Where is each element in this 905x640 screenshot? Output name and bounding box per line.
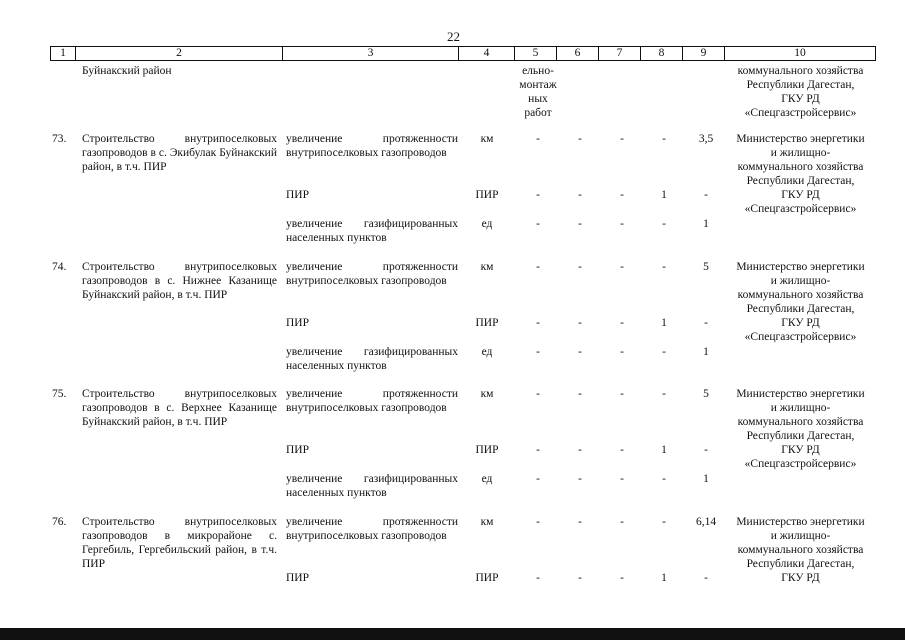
indicator-unit: км (480, 133, 494, 145)
column-header-row (50, 46, 876, 61)
indicator-value-c7: - (620, 444, 624, 456)
indicator-value-c9: 1 (703, 218, 709, 230)
indicator-unit: ПИР (475, 317, 499, 329)
row-number: 76. (52, 516, 67, 528)
indicator-value-c5: - (536, 516, 540, 528)
scan-border-bottom (0, 628, 905, 640)
indicator-value-c5: - (536, 346, 540, 358)
indicator-unit: км (480, 261, 494, 273)
indicator-value-c6: - (578, 317, 582, 329)
column-number-8: 8 (641, 47, 683, 61)
indicator-unit: ПИР (475, 572, 499, 584)
indicator-text: увеличение газифицированных населенных пунктов (286, 473, 458, 499)
indicator-value-c8: - (662, 388, 666, 400)
indicator-value-c8: - (662, 346, 666, 358)
object-name: Строительство внутрипоселковых газопроводов в микрорайоне с. Гергебиль, Гергебильский район, в т.ч. ПИР (82, 516, 277, 570)
indicator-unit: км (480, 388, 494, 400)
indicator-value-c8: 1 (661, 572, 667, 584)
indicator-value-c8: - (662, 261, 666, 273)
carryover-district: Буйнакский район (82, 65, 172, 77)
indicator-value-c6: - (578, 261, 582, 273)
indicator-value-c5: - (536, 218, 540, 230)
indicator-value-c9: 5 (703, 261, 709, 273)
object-name: Строительство внутрипоселковых газопроводов в с. Нижнее Казанище Буйнакский район, в т.ч. ПИР (82, 261, 277, 301)
column-number-7: 7 (599, 47, 641, 61)
indicator-value-c6: - (578, 346, 582, 358)
indicator-value-c7: - (620, 516, 624, 528)
indicator-text: увеличение газифицированных населенных пунктов (286, 218, 458, 244)
indicator-value-c8: - (662, 133, 666, 145)
indicator-value-c7: - (620, 572, 624, 584)
indicator-text: увеличение протяженности внутрипоселковых газопроводов (286, 261, 458, 287)
column-number-6: 6 (557, 47, 599, 61)
indicator-text: увеличение протяженности внутрипоселковых газопроводов (286, 133, 458, 159)
indicator-unit: ед (481, 218, 493, 230)
column-number-3: 3 (283, 47, 459, 61)
indicator-value-c9: 6,14 (696, 516, 717, 528)
indicator-value-c7: - (620, 133, 624, 145)
indicator-text: ПИР (286, 572, 310, 584)
indicator-value-c6: - (578, 473, 582, 485)
indicator-value-c9: - (704, 572, 708, 584)
indicator-value-c6: - (578, 133, 582, 145)
indicator-value-c6: - (578, 189, 582, 201)
indicator-value-c9: 1 (703, 346, 709, 358)
indicator-text: увеличение протяженности внутрипоселковых газопроводов (286, 516, 458, 542)
responsible-executor: Министерство энергетики и жилищно- коммунального хозяйства Республики Дагестан, ГКУ РД (736, 516, 865, 584)
indicator-value-c5: - (536, 189, 540, 201)
carryover-responsible: коммунального хозяйства Республики Дагестан, ГКУ РД «Спецгазстройсервис» (737, 65, 864, 119)
indicator-value-c7: - (620, 261, 624, 273)
indicator-value-c9: 5 (703, 388, 709, 400)
page-number: 22 (447, 29, 460, 44)
indicator-value-c7: - (620, 473, 624, 485)
indicator-value-c8: 1 (661, 189, 667, 201)
row-number: 74. (52, 261, 67, 273)
indicator-value-c5: - (536, 473, 540, 485)
indicator-value-c5: - (536, 444, 540, 456)
column-number-9: 9 (683, 47, 725, 61)
indicator-unit: км (480, 516, 494, 528)
indicator-value-c7: - (620, 218, 624, 230)
responsible-executor: Министерство энергетики и жилищно- коммунального хозяйства Республики Дагестан, ГКУ РД «Спецгазстройсервис» (736, 133, 865, 215)
column-number-4: 4 (459, 47, 515, 61)
column-number-2: 2 (76, 47, 283, 61)
indicator-value-c6: - (578, 572, 582, 584)
indicator-value-c5: - (536, 261, 540, 273)
indicator-value-c5: - (536, 133, 540, 145)
indicator-value-c8: 1 (661, 444, 667, 456)
indicator-value-c5: - (536, 317, 540, 329)
responsible-executor: Министерство энергетики и жилищно- коммунального хозяйства Республики Дагестан, ГКУ РД «Спецгазстройсервис» (736, 261, 865, 343)
indicator-value-c7: - (620, 346, 624, 358)
indicator-value-c8: - (662, 218, 666, 230)
indicator-value-c7: - (620, 388, 624, 400)
indicator-value-c8: - (662, 473, 666, 485)
row-number: 75. (52, 388, 67, 400)
indicator-value-c9: - (704, 444, 708, 456)
indicator-unit: ед (481, 346, 493, 358)
indicator-text: увеличение газифицированных населенных пунктов (286, 346, 458, 372)
indicator-unit: ПИР (475, 189, 499, 201)
indicator-text: ПИР (286, 317, 310, 329)
column-number-10: 10 (725, 47, 876, 61)
indicator-value-c7: - (620, 317, 624, 329)
indicator-value-c6: - (578, 444, 582, 456)
indicator-text: увеличение протяженности внутрипоселковых газопроводов (286, 388, 458, 414)
indicator-value-c8: 1 (661, 317, 667, 329)
indicator-value-c7: - (620, 189, 624, 201)
column-number-1: 1 (51, 47, 76, 61)
indicator-value-c8: - (662, 516, 666, 528)
indicator-value-c6: - (578, 388, 582, 400)
indicator-value-c9: - (704, 317, 708, 329)
indicator-unit: ед (481, 473, 493, 485)
indicator-value-c5: - (536, 572, 540, 584)
responsible-executor: Министерство энергетики и жилищно- коммунального хозяйства Республики Дагестан, ГКУ РД «Спецгазстройсервис» (736, 388, 865, 470)
indicator-unit: ПИР (475, 444, 499, 456)
indicator-text: ПИР (286, 189, 310, 201)
indicator-value-c6: - (578, 516, 582, 528)
indicator-value-c9: 3,5 (698, 133, 714, 145)
object-name: Строительство внутрипоселковых газопроводов в с. Экибулак Буйнакский район, в т.ч. ПИР (82, 133, 277, 173)
carryover-col5: ельно- монтаж ных работ (519, 65, 557, 119)
indicator-text: ПИР (286, 444, 310, 456)
object-name: Строительство внутрипоселковых газопроводов в с. Верхнее Казанище Буйнакский район, в т.ч. ПИР (82, 388, 277, 428)
indicator-value-c9: - (704, 189, 708, 201)
column-number-5: 5 (515, 47, 557, 61)
indicator-value-c5: - (536, 388, 540, 400)
row-number: 73. (52, 133, 67, 145)
indicator-value-c6: - (578, 218, 582, 230)
indicator-value-c9: 1 (703, 473, 709, 485)
